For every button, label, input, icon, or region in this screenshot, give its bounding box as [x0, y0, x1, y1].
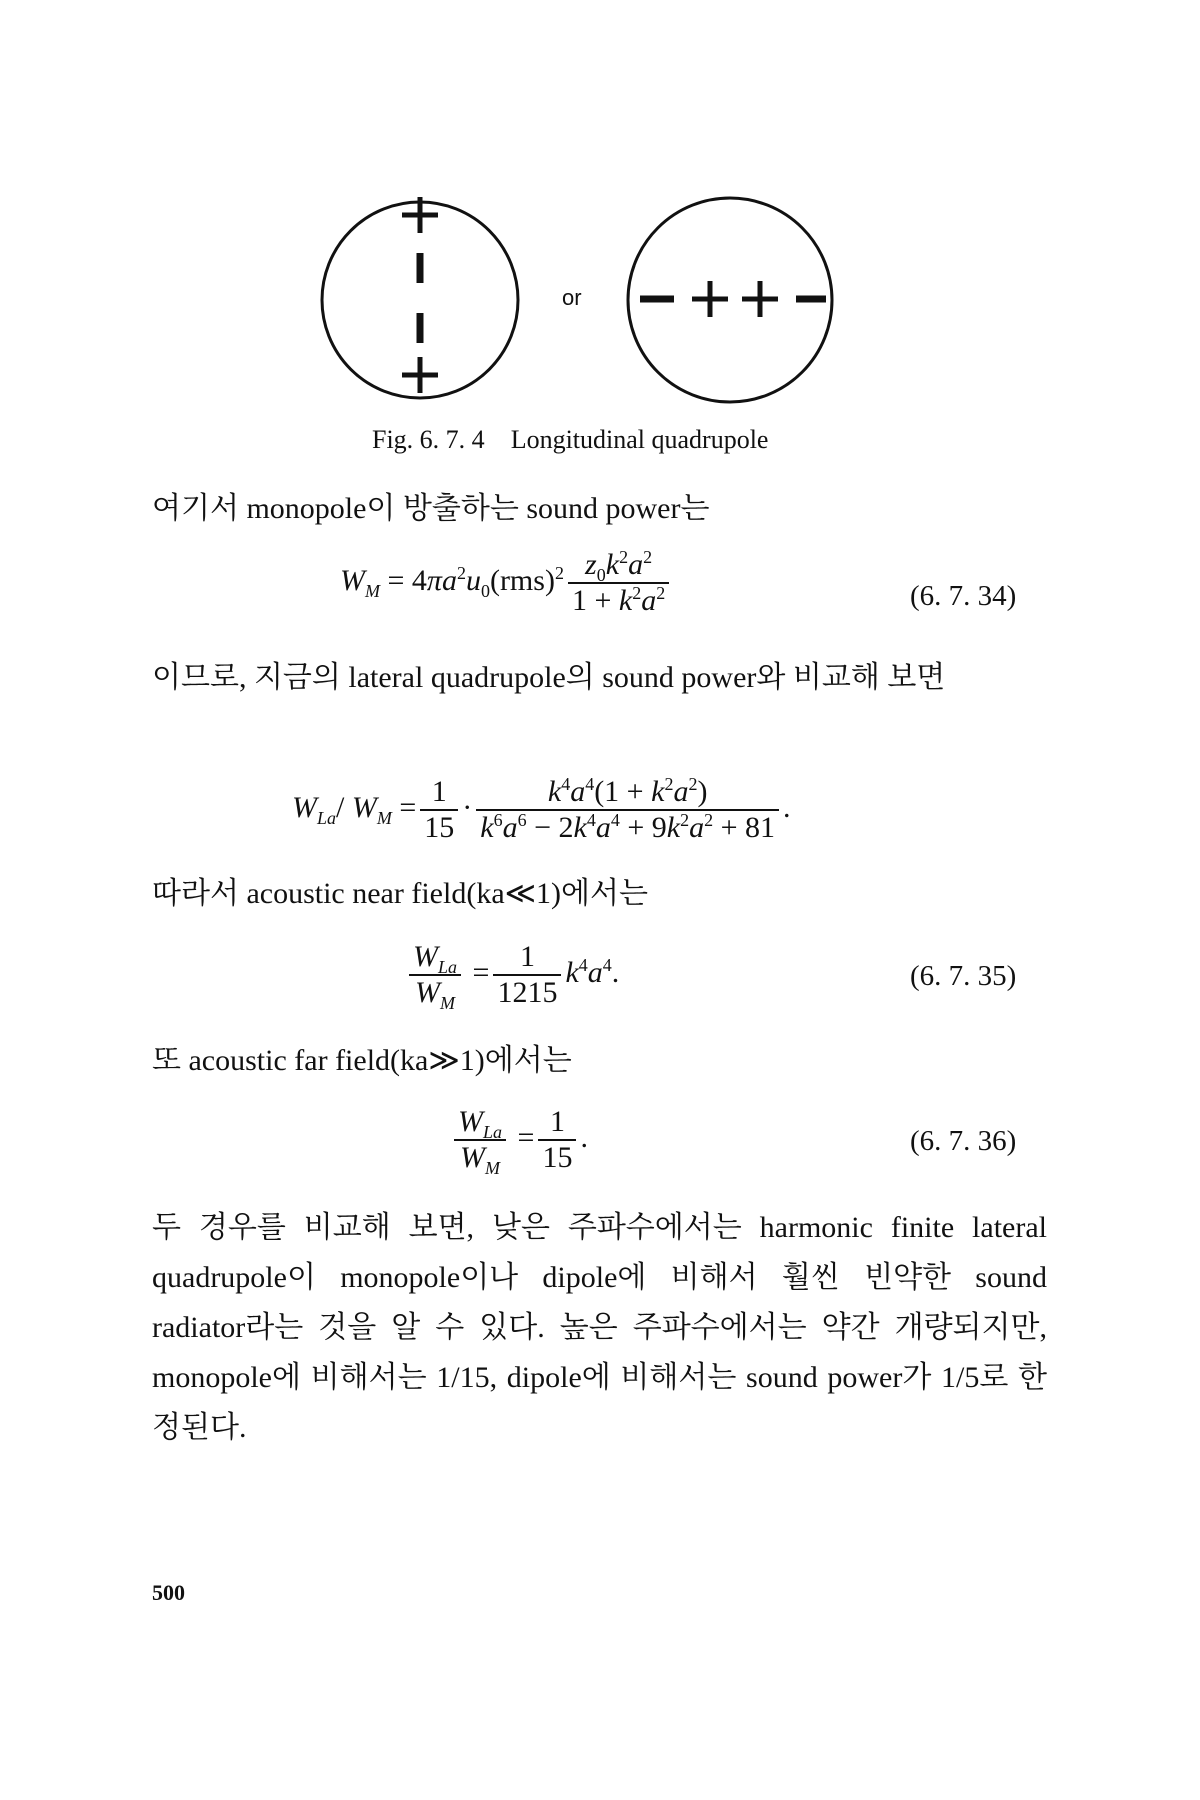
- equation-number-34: (6. 7. 34): [910, 580, 1017, 612]
- paragraph-5: 두 경우를 비교해 보면, 낮은 주파수에서는 harmonic finite lateral quadrupole이 monopole이나 dipole에 비해서 훨씬 빈약한 sound radiator라는 것을 알 수 있다. 높은 주파수에서는 약간 개량되지만, monopole에 비해서는 1/15, dipole에 비해서는 sound power가 1/5로 한정된다.: [152, 1211, 1047, 1444]
- equation-6-7-36: $\frac{W_{La}}{W_M}$ = $\frac{1}{15}$ .: [450, 1105, 588, 1175]
- paragraph-2: 이므로, 지금의 lateral quadrupole의 sound power와 비교해 보면: [152, 661, 946, 694]
- caption-text: Longitudinal quadrupole: [510, 425, 769, 454]
- equation-number-35: (6. 7. 35): [910, 960, 1017, 992]
- paragraph-4: 또 acoustic far field(ka≫1)에서는: [152, 1044, 572, 1077]
- paragraph-3: 따라서 acoustic near field(ka≪1)에서는: [152, 877, 648, 910]
- caption-number: Fig. 6. 7. 4: [372, 425, 485, 454]
- figure-caption: [372, 425, 768, 455]
- quadrupole-diagram: [300, 185, 860, 425]
- paragraph-1: 여기서 monopole이 방출하는 sound power는: [152, 492, 710, 525]
- equation-6-7-35: $\frac{W_{La}}{W_M}$ = $\frac{1}{1215}$ $k^4a^4$.: [405, 940, 619, 1010]
- or-label: or: [562, 285, 582, 310]
- equation-number-36: (6. 7. 36): [910, 1125, 1017, 1157]
- equation-ratio: $W_{La}/$ $W_M$ = $\frac{1}{15}$ · $\frac{k^4a^4(1 + k^2a^2)}{k^6a^6 - 2k^4a^4 + 9k^2a^2 + 81}$ .: [292, 774, 791, 844]
- page-number: 500: [152, 1580, 185, 1605]
- quadrupole-figure: [300, 185, 860, 425]
- equation-6-7-34: $W_M = 4\pi a^2u_0(rms)^2$ $\frac{z_0k^2a^2}{1 + k^2a^2}$: [340, 548, 673, 618]
